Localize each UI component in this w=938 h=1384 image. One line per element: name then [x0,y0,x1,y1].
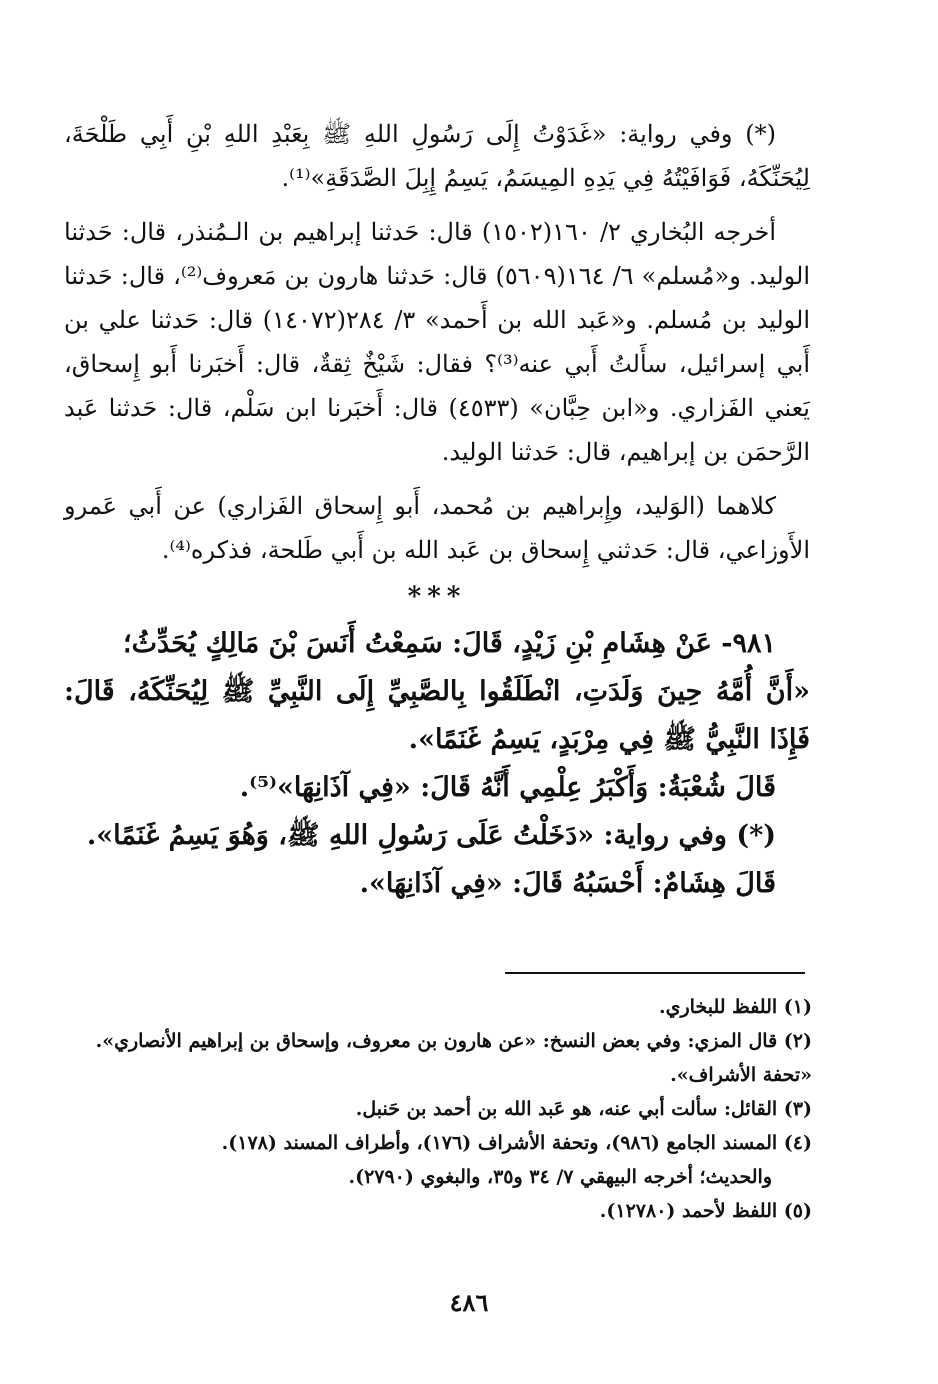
footnote-1: (١) اللفظ للبخاري. [659,996,812,1018]
footnotes [60,990,812,1228]
footnote-divider [505,972,805,974]
footnote-3: (٣) القائل: سألت أبي عنه، هو عَبد الله بن أحمد بن حَنبل. [355,1098,812,1120]
riwaya-paragraph: (*) وفي رواية: «غَدَوْتُ إِلَى رَسُولِ اللهِ ﷺ بِعَبْدِ اللهِ بْنِ أَبِي طَلْحَةَ، لِيُحَنِّكَهُ، فَوَافَيْتُهُ فِي يَدِهِ المِيسَمُ، يَسِمُ إِبِلَ الصَّدَقَةِ»⁽¹⁾. [64,120,810,192]
footnote-4: (٤) المسند الجامع (٩٨٦)، وتحفة الأشراف (١٧٦)، وأطراف المسند (١٧٨). [221,1132,812,1154]
footnote-4-continuation: والحديث؛ أخرجه البيهقي ٧/ ٣٤ و٣٥، والبغوي (٢٧٩٠). [348,1166,772,1188]
hisham-comment: قَالَ هِشَامٌ: أَحْسَبُهُ قَالَ: «فِي آذَانِهَا». [359,868,776,899]
isnad-summary-paragraph: كلاهما (الوَليد، وإِبراهيم بن مُحمد، أَبو إِسحاق الفَزاري) عن أَبي عَمرو الأَوزاعي، قال: حَدثني إِسحاق بن عَبد الله بن أَبي طَلحة، فذكره⁽⁴⁾. [64,492,810,564]
shuba-comment: قَالَ شُعْبَةُ: وَأَكْبَرُ عِلْمِي أَنَّهُ قَالَ: «فِي آذَانِهَا»⁽⁵⁾. [239,772,776,803]
hadith-heading: ٩٨١- عَنْ هِشَامِ بْنِ زَيْدٍ، قَالَ: سَمِعْتُ أَنَسَ بْنَ مَالِكٍ يُحَدِّثُ؛ [123,628,776,659]
footnote-5: (٥) اللفظ لأحمد (١٢٧٨٠). [599,1200,812,1222]
section-separator: *** [407,582,467,612]
footnote-2: (٢) قال المزي: وفي بعض النسخ: «عن هارون بن معروف، وإسحاق بن إبراهيم الأنصاري». «تحفة الأشراف». [95,1030,812,1086]
hadith-text: «أَنَّ أُمَّهُ حِينَ وَلَدَتِ، انْطَلَقُوا بِالصَّبِيِّ إِلَى النَّبِيِّ ﷺ لِيُحَنِّكَهُ، قَالَ: فَإِذَا النَّبِيُّ ﷺ فِي مِرْبَدٍ، يَسِمُ غَنَمًا». [64,676,810,755]
alternate-riwaya: (*) وفي رواية: «دَخَلْتُ عَلَى رَسُولِ اللهِ ﷺ، وَهُوَ يَسِمُ غَنَمًا». [86,820,776,851]
takhrij-paragraph: أخرجه البُخاري ٢/ ١٦٠(١٥٠٢) قال: حَدثنا إبراهيم بن الـمُنذر، قال: حَدثنا الوليد. و«مُسلم» ٦/ ١٦٤(٥٦٠٩) قال: حَدثنا هارون بن مَعروف⁽²⁾، قال: حَدثنا الوليد بن مُسلم. و«عَبد الله بن أَحمد» ٣/ ٢٨٤(١٤٠٧٢) قال: حَدثنا علي بن أَبي إسرائيل، سأَلتُ أَبي عنه⁽³⁾؟ فقال: شَيْخٌ ثِقةٌ، قال: أَخبَرنا أَبو إِسحاق، يَعني الفَزاري. و«ابن حِبَّان» (٤٥٣٣) قال: أَخبَرنا ابن سَلْم، قال: حَدثنا عَبد الرَّحمَن بن إبراهيم، قال: حَدثنا الوليد. [64,218,811,466]
page-number: ٤٨٦ [449,1288,489,1317]
main-text [64,112,810,908]
